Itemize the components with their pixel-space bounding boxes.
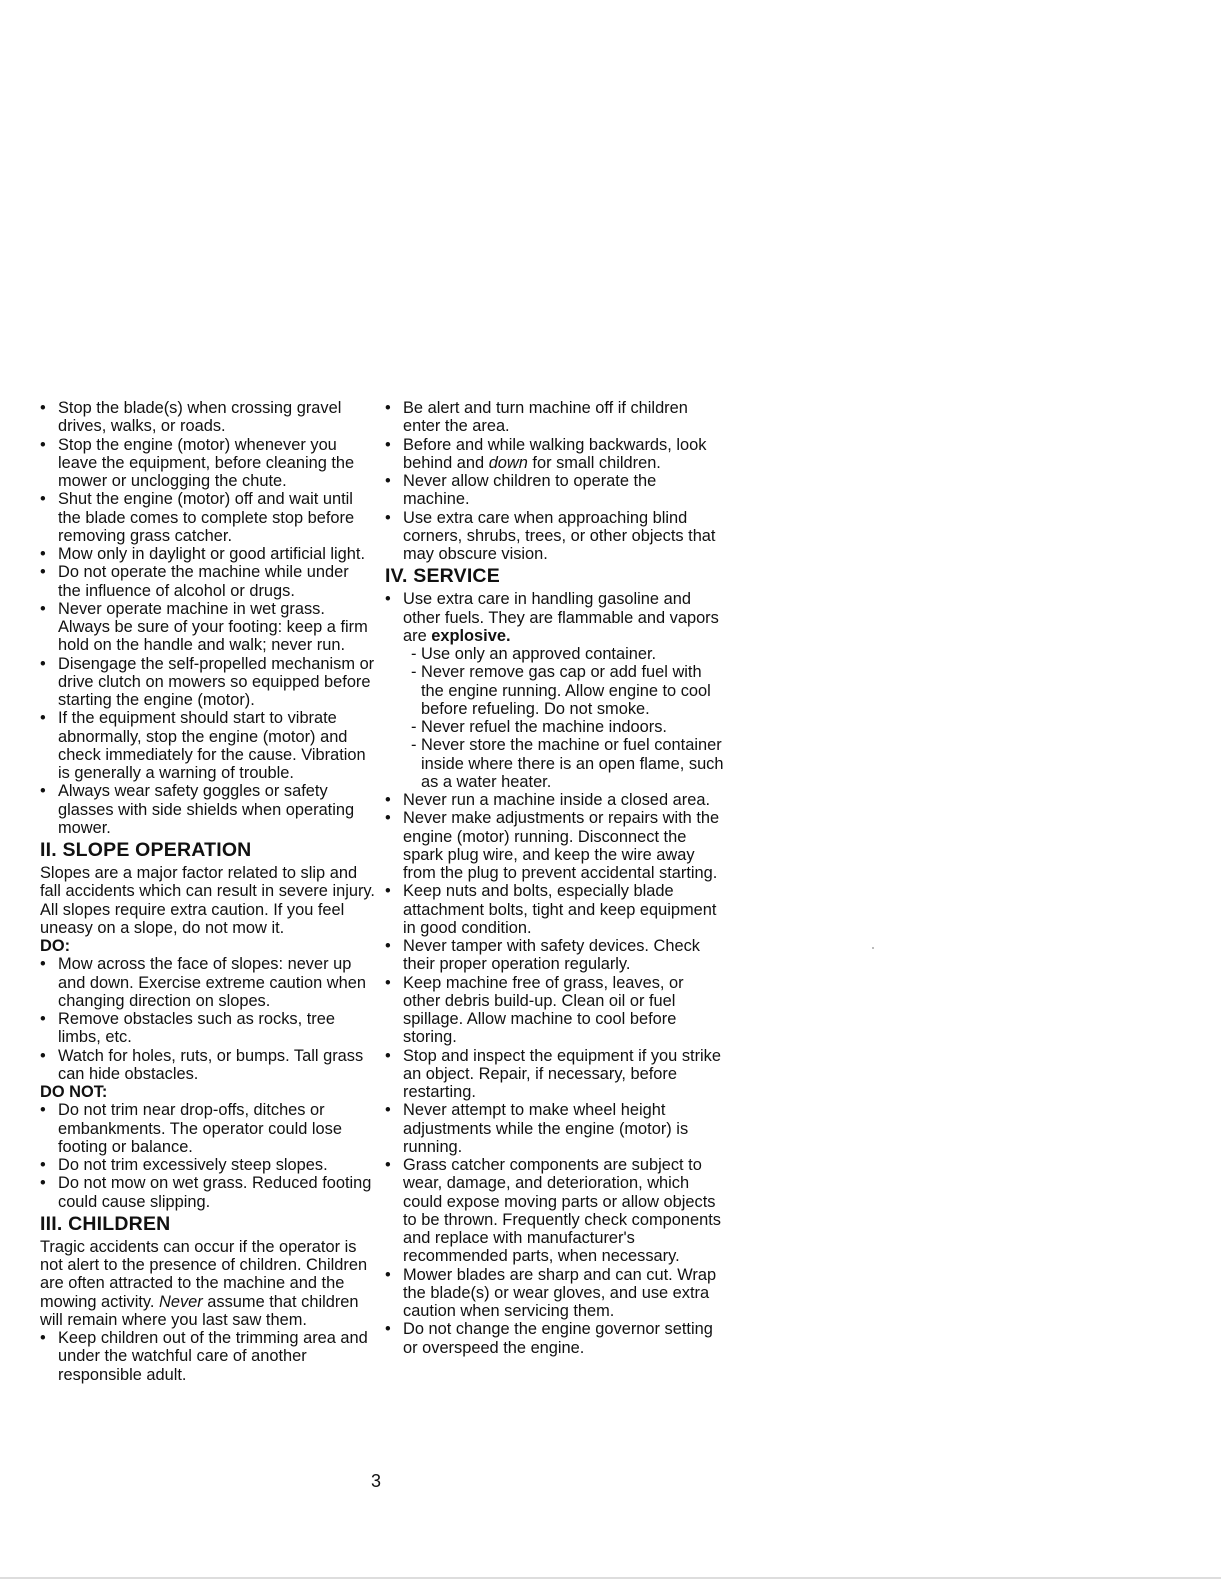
list-item: • Keep nuts and bolts, especially blade attachment bolts, tight and keep equipment in good condition. — [385, 882, 725, 937]
section-heading-slope-operation: II. SLOPE OPERATION — [40, 839, 252, 861]
slope-intro-paragraph: Slopes are a major factor related to slip and fall accidents which can result in severe injury. All slopes require extra caution. If you feel uneasy on a slope, do not mow it. — [40, 864, 375, 937]
list-item: • Keep children out of the trimming area and under the watchful care of another responsible adult. — [40, 1329, 375, 1384]
sub-list-item: - Never store the machine or fuel container inside where there is an open flame, such as a water heater. — [411, 736, 725, 791]
fuel-text: Use extra care in handling gasoline and other fuels. They are flammable and vapors are — [403, 590, 719, 645]
list-item: • Never operate machine in wet grass. Always be sure of your footing: keep a firm hold on the handle and walk; never run. — [40, 600, 375, 655]
list-item — [385, 436, 725, 473]
list-item: • Do not trim near drop-offs, ditches or embankments. The operator could lose footing or balance. — [40, 1101, 375, 1156]
list-item: • Watch for holes, ruts, or bumps. Tall grass can hide obstacles. — [40, 1047, 375, 1084]
list-item: • Always wear safety goggles or safety glasses with side shields when operating mower. — [40, 782, 375, 837]
list-item: • Do not change the engine governor setting or overspeed the engine. — [385, 1320, 725, 1357]
children-intro-text-b: assume that children will remain where you last saw them. — [40, 1292, 359, 1329]
list-item — [385, 590, 725, 645]
list-item: • Use extra care when approaching blind corners, shrubs, trees, or other objects that may obscure vision. — [385, 509, 725, 564]
list-item: • If the equipment should start to vibrate abnormally, stop the engine (motor) and check immediately for the cause. Vibration is generally a warning of trouble. — [40, 709, 375, 782]
list-item: • Never attempt to make wheel height adjustments while the engine (motor) is running. — [385, 1101, 725, 1156]
list-item: • Shut the engine (motor) off and wait until the blade comes to complete stop before removing grass catcher. — [40, 490, 375, 545]
children-intro-paragraph — [40, 1238, 375, 1329]
list-item: • Remove obstacles such as rocks, tree limbs, etc. — [40, 1010, 375, 1047]
do-heading: DO: — [40, 937, 71, 955]
sub-list-item: - Never remove gas cap or add fuel with the engine running. Allow engine to cool before refueling. Do not smoke. — [411, 663, 725, 718]
list-item: • Mow across the face of slopes: never up and down. Exercise extreme caution when changing direction on slopes. — [40, 955, 375, 1010]
list-item: • Keep machine free of grass, leaves, or other debris build-up. Clean oil or fuel spillage. Allow machine to cool before storing. — [385, 974, 725, 1047]
section-heading-service: IV. SERVICE — [385, 565, 500, 588]
left-column — [40, 399, 375, 1384]
list-item: • Never run a machine inside a closed area. — [385, 791, 725, 809]
children-intro-emphasis: Never — [159, 1292, 203, 1311]
children-intro-text-a: Tragic accidents can occur if the operator is not alert to the presence of children. Children are often attracted to the machine and the mowing activity. — [40, 1237, 368, 1311]
do-not-heading: DO NOT: — [40, 1083, 108, 1101]
list-item: • Do not mow on wet grass. Reduced footing could cause slipping. — [40, 1174, 375, 1211]
list-item: • Stop and inspect the equipment if you strike an object. Repair, if necessary, before restarting. — [385, 1047, 725, 1102]
backwards-text-a: Before and while walking backwards, look behind and — [403, 435, 707, 472]
scan-edge-line — [0, 1577, 1221, 1579]
list-item: • Disengage the self-propelled mechanism or drive clutch on mowers so equipped before starting the engine (motor). — [40, 655, 375, 710]
page-number: 3 — [371, 1471, 382, 1491]
section-heading-children: III. CHILDREN — [40, 1212, 171, 1235]
backwards-text-b: for small children. — [527, 453, 661, 472]
list-item: • Stop the engine (motor) whenever you leave the equipment, before cleaning the mower or unclogging the chute. — [40, 436, 375, 491]
list-item: • Do not trim excessively steep slopes. — [40, 1156, 375, 1174]
sub-list-item: - Use only an approved container. — [411, 645, 725, 663]
list-item: • Stop the blade(s) when crossing gravel drives, walks, or roads. — [40, 399, 375, 436]
list-item: • Never allow children to operate the machine. — [385, 472, 725, 509]
list-item: • Never make adjustments or repairs with the engine (motor) running. Disconnect the spark plug wire, and keep the wire away from the plug to prevent accidental starting. — [385, 809, 725, 882]
fuel-bold-text: explosive. — [431, 626, 511, 645]
list-item: • Mow only in daylight or good artificial light. — [40, 545, 375, 563]
list-item: • Be alert and turn machine off if children enter the area. — [385, 399, 725, 436]
list-item: • Grass catcher components are subject to wear, damage, and deterioration, which could expose moving parts or allow objects to be thrown. Frequently check components and replace with manufacturer's recommended parts, when necessary. — [385, 1156, 725, 1266]
backwards-emphasis: down — [488, 453, 528, 472]
list-item: • Mower blades are sharp and can cut. Wrap the blade(s) or wear gloves, and use extra caution when servicing them. — [385, 1266, 725, 1321]
list-item: • Never tamper with safety devices. Check their proper operation regularly. — [385, 937, 725, 974]
sub-list-item: - Never refuel the machine indoors. — [411, 718, 725, 736]
right-column — [385, 399, 725, 1357]
scan-speck — [872, 947, 874, 949]
list-item: • Do not operate the machine while under the influence of alcohol or drugs. — [40, 563, 375, 600]
